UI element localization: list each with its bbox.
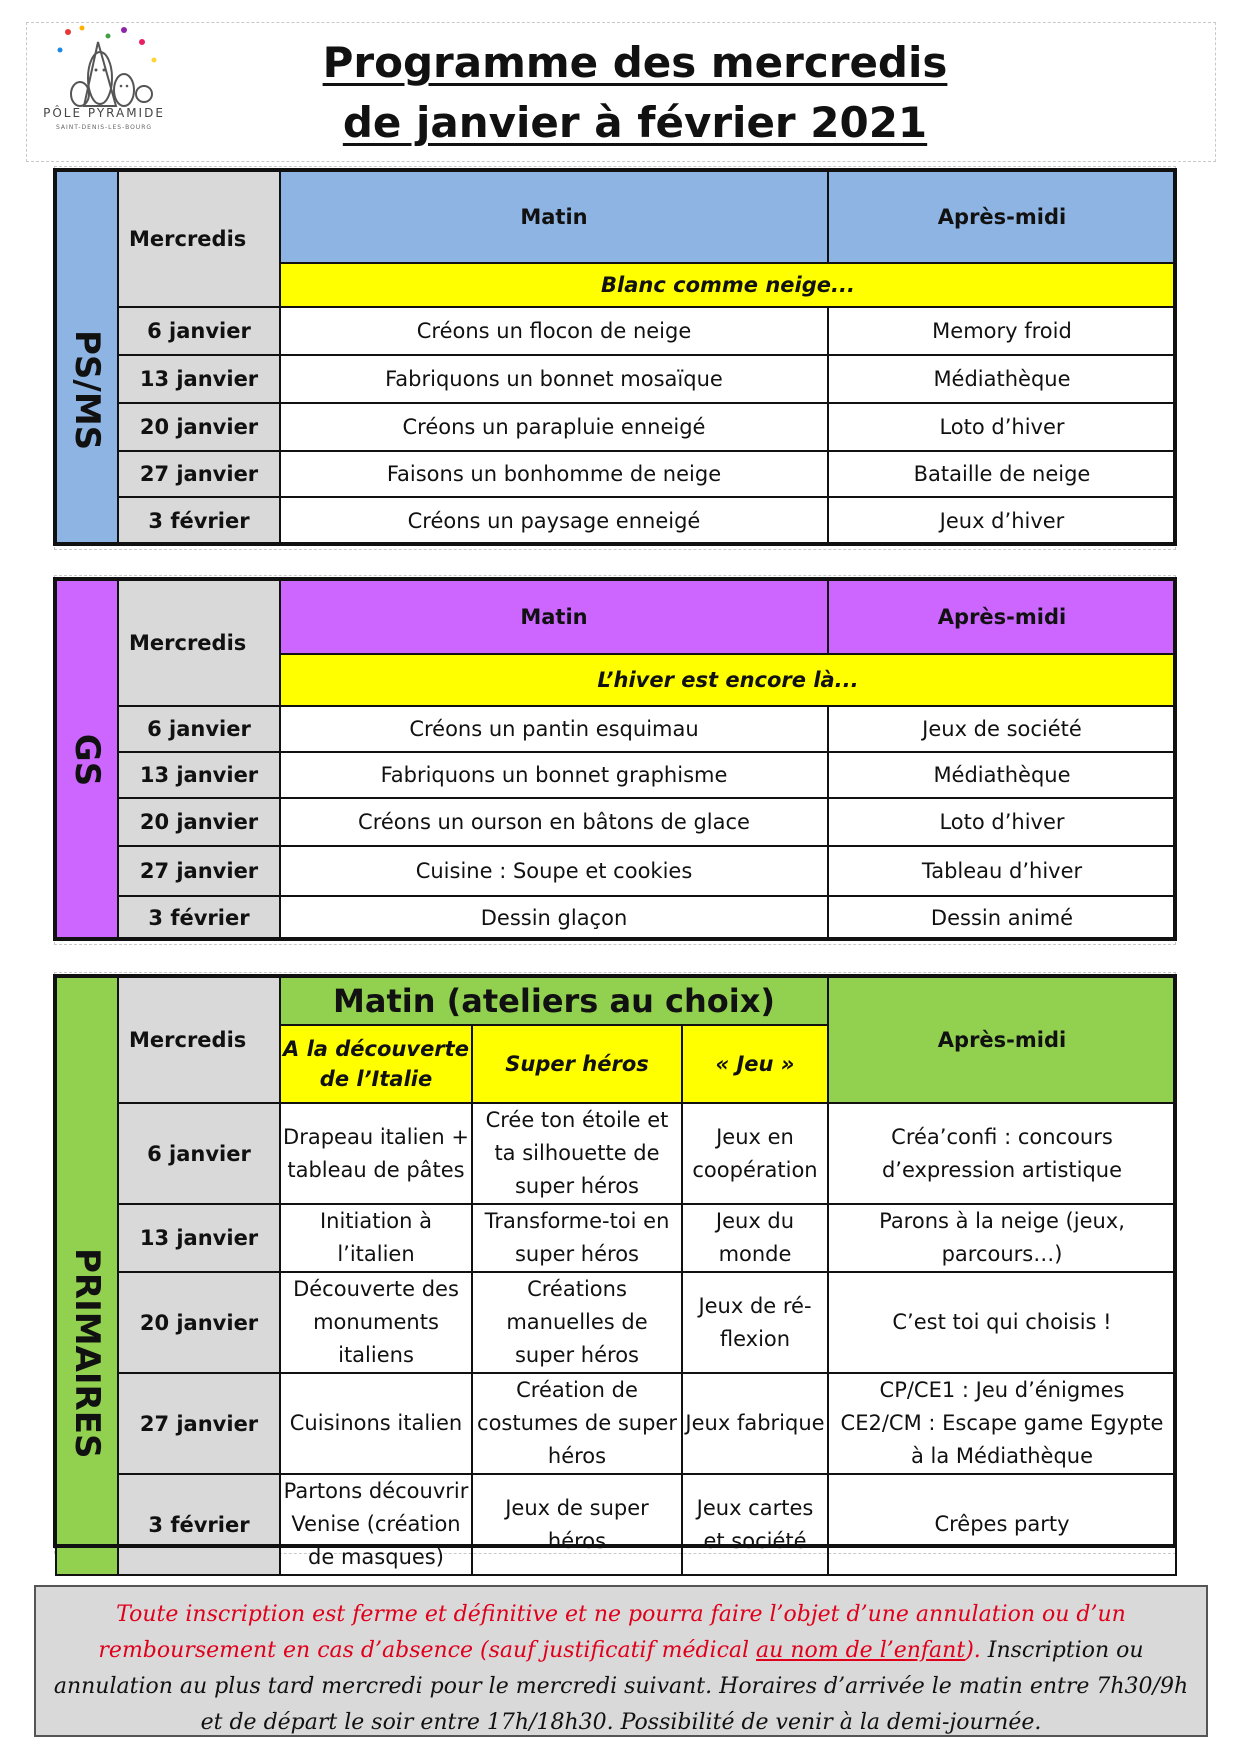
logo-subtitle: SAINT-DENIS-LES-BOURG: [55, 124, 153, 131]
day-cell: 13 janvier: [118, 355, 280, 403]
day-cell: 3 février: [118, 497, 280, 545]
atelier-header-jeu: « Jeu »: [682, 1025, 828, 1103]
activity-cell: Médiathèque: [828, 355, 1176, 403]
group-label-primaires: PRIMAIRES: [56, 977, 118, 1575]
matin-header: Matin: [280, 580, 828, 654]
apres-midi-header: Après-midi: [828, 171, 1176, 263]
activity-cell: Créa’confi : concours d’expression artistique: [828, 1103, 1176, 1204]
activity-cell: Loto d’hiver: [828, 403, 1176, 451]
notice-red-underline: au nom de l’enfant: [756, 1638, 966, 1663]
registration-notice: [34, 1585, 1208, 1737]
group-label-psms: PS/MS: [56, 171, 118, 545]
notice-red-text: Toute inscription est ferme et définitive et ne pourra faire l’objet d’une annulation ou d’un remboursement en cas d’absence (sauf justificatif médical: [98, 1602, 1126, 1663]
logo-name: PÔLE PYRAMIDE: [43, 106, 165, 120]
apres-midi-header: Après-midi: [828, 580, 1176, 654]
activity-cell: Faisons un bonhomme de neige: [280, 451, 828, 497]
activity-cell: Découverte des monuments italiens: [280, 1272, 472, 1373]
activity-cell: Jeux de société: [828, 706, 1176, 752]
activity-cell: Jeux de ré-flexion: [682, 1272, 828, 1373]
activity-cell: C’est toi qui choisis !: [828, 1272, 1176, 1373]
activity-cell: Bataille de neige: [828, 451, 1176, 497]
logo: [24, 20, 184, 140]
day-cell: 27 janvier: [118, 846, 280, 896]
activity-cell: Loto d’hiver: [828, 798, 1176, 846]
day-cell: 27 janvier: [118, 1373, 280, 1474]
day-cell: 13 janvier: [118, 1204, 280, 1272]
matin-header: Matin: [280, 171, 828, 263]
activity-cell: Médiathèque: [828, 752, 1176, 798]
activity-cell: [828, 1373, 1176, 1474]
day-cell: 13 janvier: [118, 752, 280, 798]
activity-cell: Jeux du monde: [682, 1204, 828, 1272]
activity-cell: Jeux fabrique: [682, 1373, 828, 1474]
notice-red-end: ).: [965, 1638, 981, 1663]
activity-cell: Jeux en coopération: [682, 1103, 828, 1204]
day-cell: 20 janvier: [118, 1272, 280, 1373]
activity-cell: Créons un flocon de neige: [280, 307, 828, 355]
primaires-table: [55, 976, 1177, 1576]
afternoon-line-1: CP/CE1 : Jeu d’énigmes: [879, 1378, 1125, 1402]
day-cell: 20 janvier: [118, 798, 280, 846]
activity-cell: Créons un ourson en bâtons de glace: [280, 798, 828, 846]
day-cell: 3 février: [118, 1474, 280, 1575]
activity-cell: Jeux de super héros: [472, 1474, 682, 1575]
activity-cell: Créons un parapluie enneigé: [280, 403, 828, 451]
day-cell: 6 janvier: [118, 1103, 280, 1204]
mercredis-header: Mercredis: [118, 580, 280, 706]
activity-cell: Jeux d’hiver: [828, 497, 1176, 545]
activity-cell: Créations manuelles de super héros: [472, 1272, 682, 1373]
activity-cell: Initiation à l’italien: [280, 1204, 472, 1272]
gs-table: [55, 579, 1177, 941]
mercredis-header: Mercredis: [118, 977, 280, 1103]
day-cell: 27 janvier: [118, 451, 280, 497]
activity-cell: Créons un paysage enneigé: [280, 497, 828, 545]
activity-cell: Parons à la neige (jeux, parcours…): [828, 1204, 1176, 1272]
activity-cell: Partons découvrir Venise (création de masques): [280, 1474, 472, 1575]
group-label-gs: GS: [56, 580, 118, 940]
activity-cell: Transforme-toi en super héros: [472, 1204, 682, 1272]
apres-midi-header: Après-midi: [828, 977, 1176, 1103]
atelier-header-super-heros: Super héros: [472, 1025, 682, 1103]
mercredis-header: Mercredis: [118, 171, 280, 307]
activity-cell: Drapeau italien + tableau de pâtes: [280, 1103, 472, 1204]
page-title-line1: Programme des mercredis: [322, 38, 948, 87]
theme-banner: Blanc comme neige...: [280, 263, 1176, 307]
pyramid-mascots-icon: [24, 20, 184, 120]
activity-cell: Fabriquons un bonnet mosaïque: [280, 355, 828, 403]
day-cell: 20 janvier: [118, 403, 280, 451]
activity-cell: Crée ton étoile et ta silhouette de super héros: [472, 1103, 682, 1204]
activity-cell: Tableau d’hiver: [828, 846, 1176, 896]
activity-cell: Dessin glaçon: [280, 896, 828, 940]
activity-cell: Memory froid: [828, 307, 1176, 355]
activity-cell: Jeux cartes et société: [682, 1474, 828, 1575]
activity-cell: Crêpes party: [828, 1474, 1176, 1575]
day-cell: 3 février: [118, 896, 280, 940]
activity-cell: Créons un pantin esquimau: [280, 706, 828, 752]
notice-schedule-text: Inscription ou annulation au plus tard mercredi pour le mercredi suivant. Horaires d’arrivée le matin entre 7h30/9h et de départ le soir entre 17h/18h30. Possibilité de venir à la demi-journée.: [53, 1638, 1189, 1735]
day-cell: 6 janvier: [118, 307, 280, 355]
activity-cell: Cuisine : Soupe et cookies: [280, 846, 828, 896]
activity-cell: Cuisinons italien: [280, 1373, 472, 1474]
activity-cell: Création de costumes de super héros: [472, 1373, 682, 1474]
theme-banner: L’hiver est encore là...: [280, 654, 1176, 706]
activity-cell: Dessin animé: [828, 896, 1176, 940]
day-cell: 6 janvier: [118, 706, 280, 752]
psms-table: [55, 170, 1177, 546]
activity-cell: Fabriquons un bonnet graphisme: [280, 752, 828, 798]
matin-header: Matin (ateliers au choix): [280, 977, 828, 1025]
atelier-header-italie: A la découverte de l’Italie: [280, 1025, 472, 1103]
afternoon-line-2: CE2/CM : Escape game Egypte à la Médiathèque: [840, 1411, 1164, 1468]
page-title-line2: de janvier à février 2021: [342, 98, 928, 147]
